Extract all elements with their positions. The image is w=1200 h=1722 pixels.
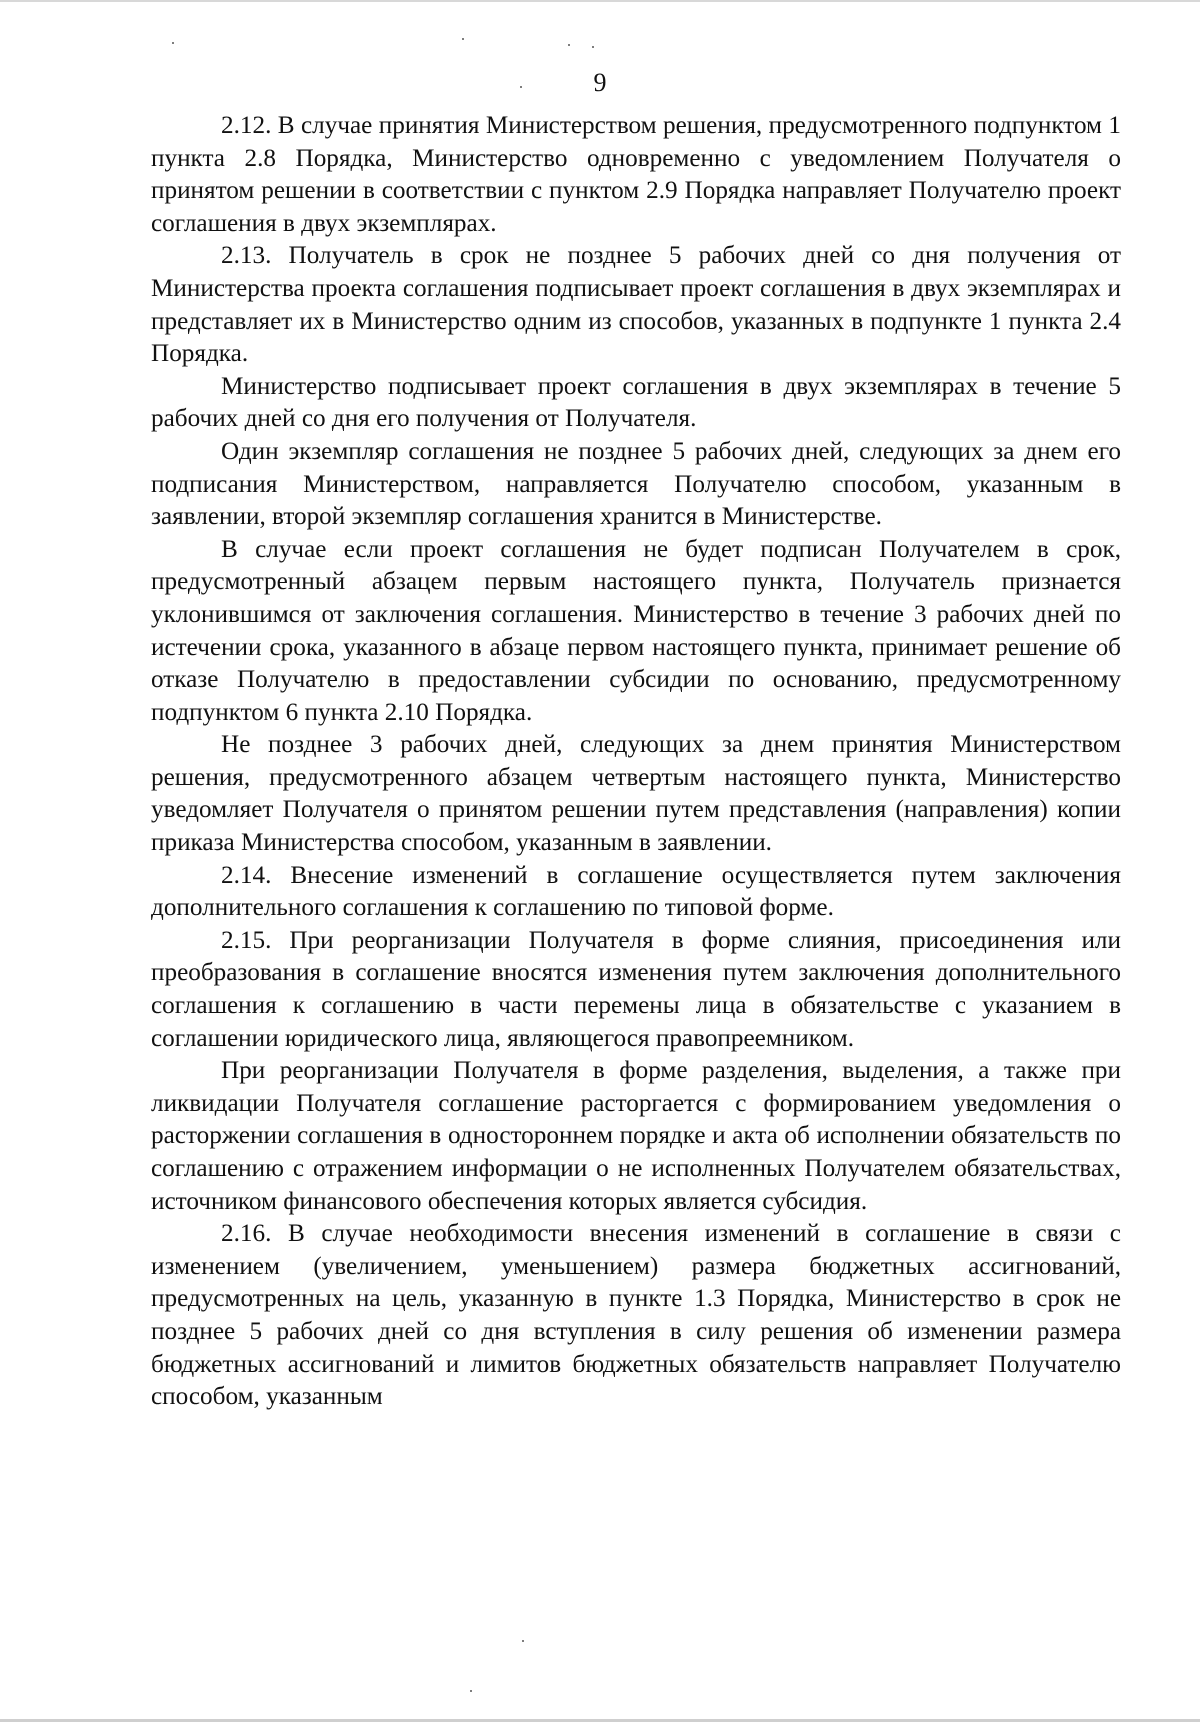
paragraph-2-13: 2.13. Получатель в срок не позднее 5 рабочих дней со дня получения от Министерства проекта соглашения подписывает проект соглашения в двух экземплярах и представляет их в Министерство одним из способов, указанных в подпункте 1 пункта 2.4 Порядка. — [151, 242, 1121, 368]
scan-speck — [462, 38, 464, 40]
scan-speck — [172, 42, 174, 44]
paragraph-2-13-evasion: В случае если проект соглашения не будет подписан Получателем в срок, предусмотренный абзацем первым настоящего пункта, Получатель признается уклонившимся от заключения соглашения. Министерство в течение 3 рабочих дней по истечении срока, указанного в абзаце первом настоящего пункта, принимает решение об отказе Получателю в предоставлении субсидии по основанию, предусмотренному подпунктом 6 пункта 2.10 Порядка. — [151, 535, 1121, 726]
scan-edge-top — [0, 0, 1200, 2]
paragraph-2-15: 2.15. При реорганизации Получателя в форме слияния, присоединения или преобразования в соглашение вносятся изменения путем заключения дополнительного соглашения к соглашению в части перемены лица в обязательстве с указанием в соглашении юридического лица, являющегося правопреемником. — [151, 926, 1121, 1052]
scan-speck — [592, 46, 594, 48]
scan-speck — [568, 44, 570, 46]
paragraph-2-12: 2.12. В случае принятия Министерством решения, предусмотренного подпунктом 1 пункта 2.8 Порядка, Министерство одновременно с уведомлением Получателя о принятом решении в соответствии с пунктом 2.9 Порядка направляет Получателю проект соглашения в двух экземплярах. — [151, 112, 1121, 237]
paragraph-2-14: 2.14. Внесение изменений в соглашение осуществляется путем заключения дополнительного соглашения к соглашению по типовой форме. — [151, 861, 1121, 922]
scan-speck — [470, 1690, 472, 1692]
paragraph-2-13-notification: Не позднее 3 рабочих дней, следующих за днем принятия Министерством решения, предусмотренного абзацем четвертым настоящего пункта, Министерство уведомляет Получателя о принятом решении путем представления (направления) копии приказа Министерства способом, указанным в заявлении. — [151, 731, 1121, 857]
paragraph-2-16: 2.16. В случае необходимости внесения изменений в соглашение в связи с изменением (увеличением, уменьшением) размера бюджетных ассигнований, предусмотренных на цель, указанную в пункте 1.3 Порядка, Министерство в срок не позднее 5 рабочих дней со дня вступления в силу решения об изменении размера бюджетных ассигнований и лимитов бюджетных обязательств направляет Получателю способом, указанным — [151, 1220, 1121, 1411]
document-body — [151, 110, 1121, 1414]
paragraph-2-13-copies: Один экземпляр соглашения не позднее 5 рабочих дней, следующих за днем его подписания Министерством, направляется Получателю способом, указанным в заявлении, второй экземпляр соглашения хранится в Министерстве. — [151, 437, 1121, 531]
paragraph-2-13-signing: Министерство подписывает проект соглашения в двух экземплярах в течение 5 рабочих дней со дня его получения от Получателя. — [151, 372, 1121, 433]
scan-speck — [520, 86, 522, 88]
scan-speck — [522, 1640, 524, 1642]
paragraph-2-15-termination: При реорганизации Получателя в форме разделения, выделения, а также при ликвидации Получателя соглашение расторгается с формированием уведомления о расторжении соглашения в одностороннем порядке и акта об исполнении обязательств по соглашению с отражением информации о не исполненных Получателем обязательствах, источником финансового обеспечения которых является субсидия. — [151, 1057, 1121, 1215]
page-number: 9 — [593, 68, 607, 97]
